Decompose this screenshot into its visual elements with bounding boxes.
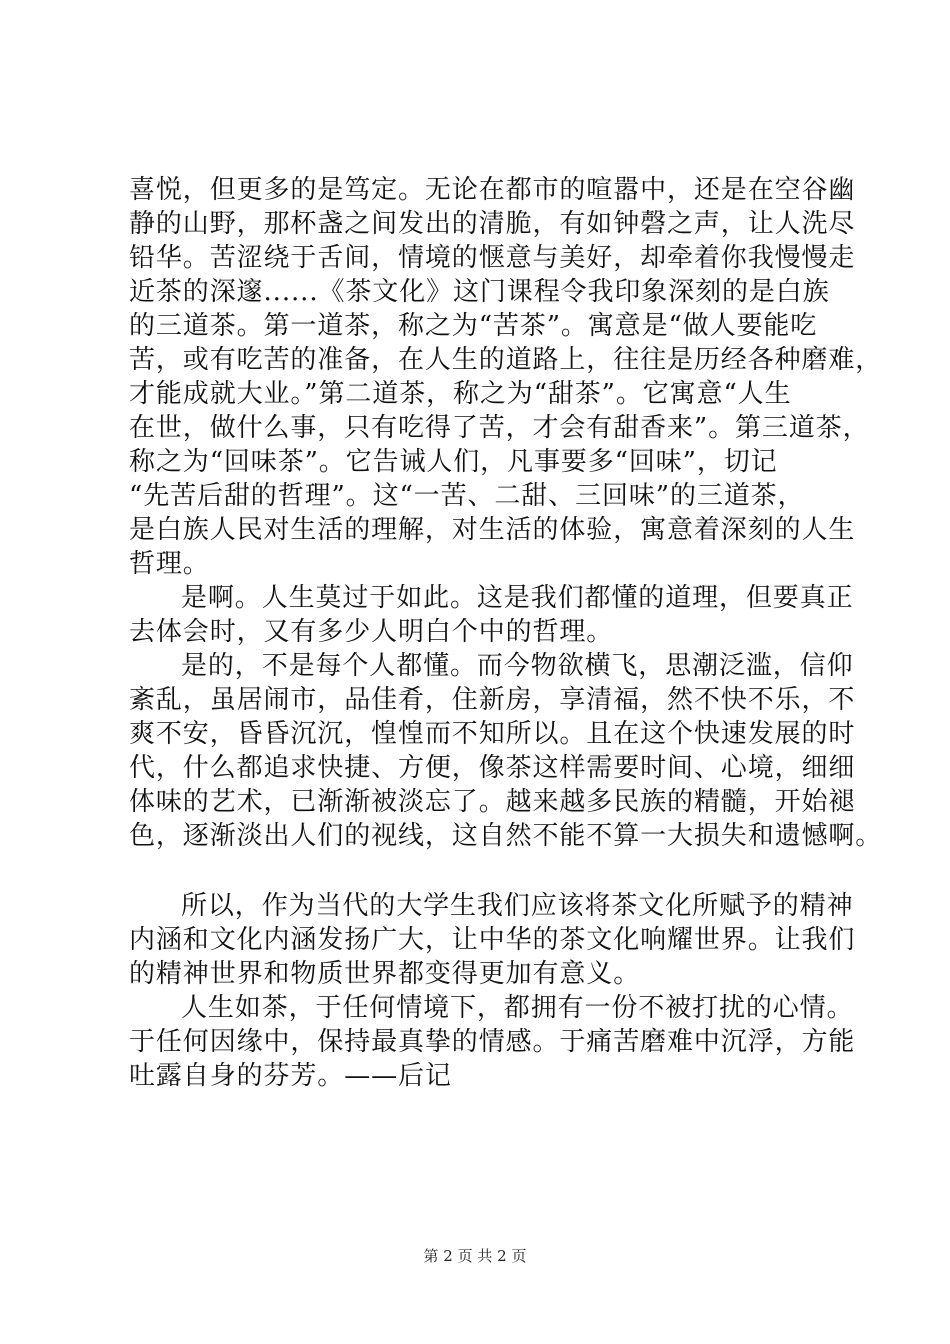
- text-line: 于任何因缘中，保持最真挚的情感。于痛苦磨难中沉浮，方能: [129, 1027, 856, 1057]
- text-line: 称之为“回味茶”。它告诫人们，凡事要多“回味”，切记: [129, 447, 778, 477]
- page-number-footer: 第 2 页 共 2 页: [423, 1247, 527, 1265]
- paragraph-start: 是的，不是每个人都懂。而今物欲横飞，思潮泛滥，信仰: [181, 651, 854, 681]
- text-line: 代，什么都追求快捷、方便，像茶这样需要时间、心境，细细: [129, 753, 856, 783]
- text-line: 喜悦，但更多的是笃定。无论在都市的喧嚣中，还是在空谷幽: [129, 175, 856, 205]
- text-line: 紊乱，虽居闹市，品佳肴，住新房，享清福，然不快不乐，不: [129, 685, 856, 715]
- text-line: 铅华。苦涩绕于舌间，情境的惬意与美好，却牵着你我慢慢走: [129, 243, 856, 273]
- text-line: 去体会时，又有多少人明白个中的哲理。: [129, 617, 614, 647]
- paragraph-start: 所以，作为当代的大学生我们应该将茶文化所赋予的精神: [181, 891, 854, 921]
- text-line: 才能成就大业。”第二道茶，称之为“甜茶”。它寓意“人生: [129, 379, 792, 409]
- text-line: 的精神世界和物质世界都变得更加有意义。: [129, 959, 641, 989]
- paragraph-start: 人生如茶，于任何情境下，都拥有一份不被打扰的心情。: [181, 993, 854, 1023]
- text-line: 在世，做什么事，只有吃得了苦，才会有甜香来”。第三道茶，: [129, 413, 870, 443]
- text-line: 哲理。: [129, 549, 210, 579]
- text-line: 色，逐渐淡出人们的视线，这自然不能不算一大损失和遗憾啊。: [129, 821, 883, 851]
- text-line: 吐露自身的芬芳。——后记: [129, 1061, 452, 1091]
- text-line: 内涵和文化内涵发扬广大，让中华的茶文化响耀世界。让我们: [129, 925, 856, 955]
- paragraph-gap: [129, 853, 854, 889]
- text-line: 体味的艺术，已渐渐被淡忘了。越来越多民族的精髓，开始褪: [129, 787, 856, 817]
- text-line: 的三道茶。第一道茶，称之为“苦茶”。寓意是“做人要能吃: [129, 311, 818, 341]
- text-line: 爽不安，昏昏沉沉，惶惶而不知所以。且在这个快速发展的时: [129, 719, 856, 749]
- text-line: 近茶的深邃......《茶文化》这门课程令我印象深刻的是白族: [129, 277, 830, 307]
- body-text: [129, 173, 883, 1093]
- paragraph-start: 是啊。人生莫过于如此。这是我们都懂的道理，但要真正: [181, 583, 854, 613]
- text-line: 静的山野，那杯盏之间发出的清脆，有如钟磬之声，让人洗尽: [129, 209, 856, 239]
- text-line: 苦，或有吃苦的准备，在人生的道路上，往往是历经各种磨难，: [129, 345, 883, 375]
- text-line: 是白族人民对生活的理解，对生活的体验，寓意着深刻的人生: [129, 515, 856, 545]
- text-line: “先苦后甜的哲理”。这“一苦、二甜、三回味”的三道茶，: [129, 481, 805, 511]
